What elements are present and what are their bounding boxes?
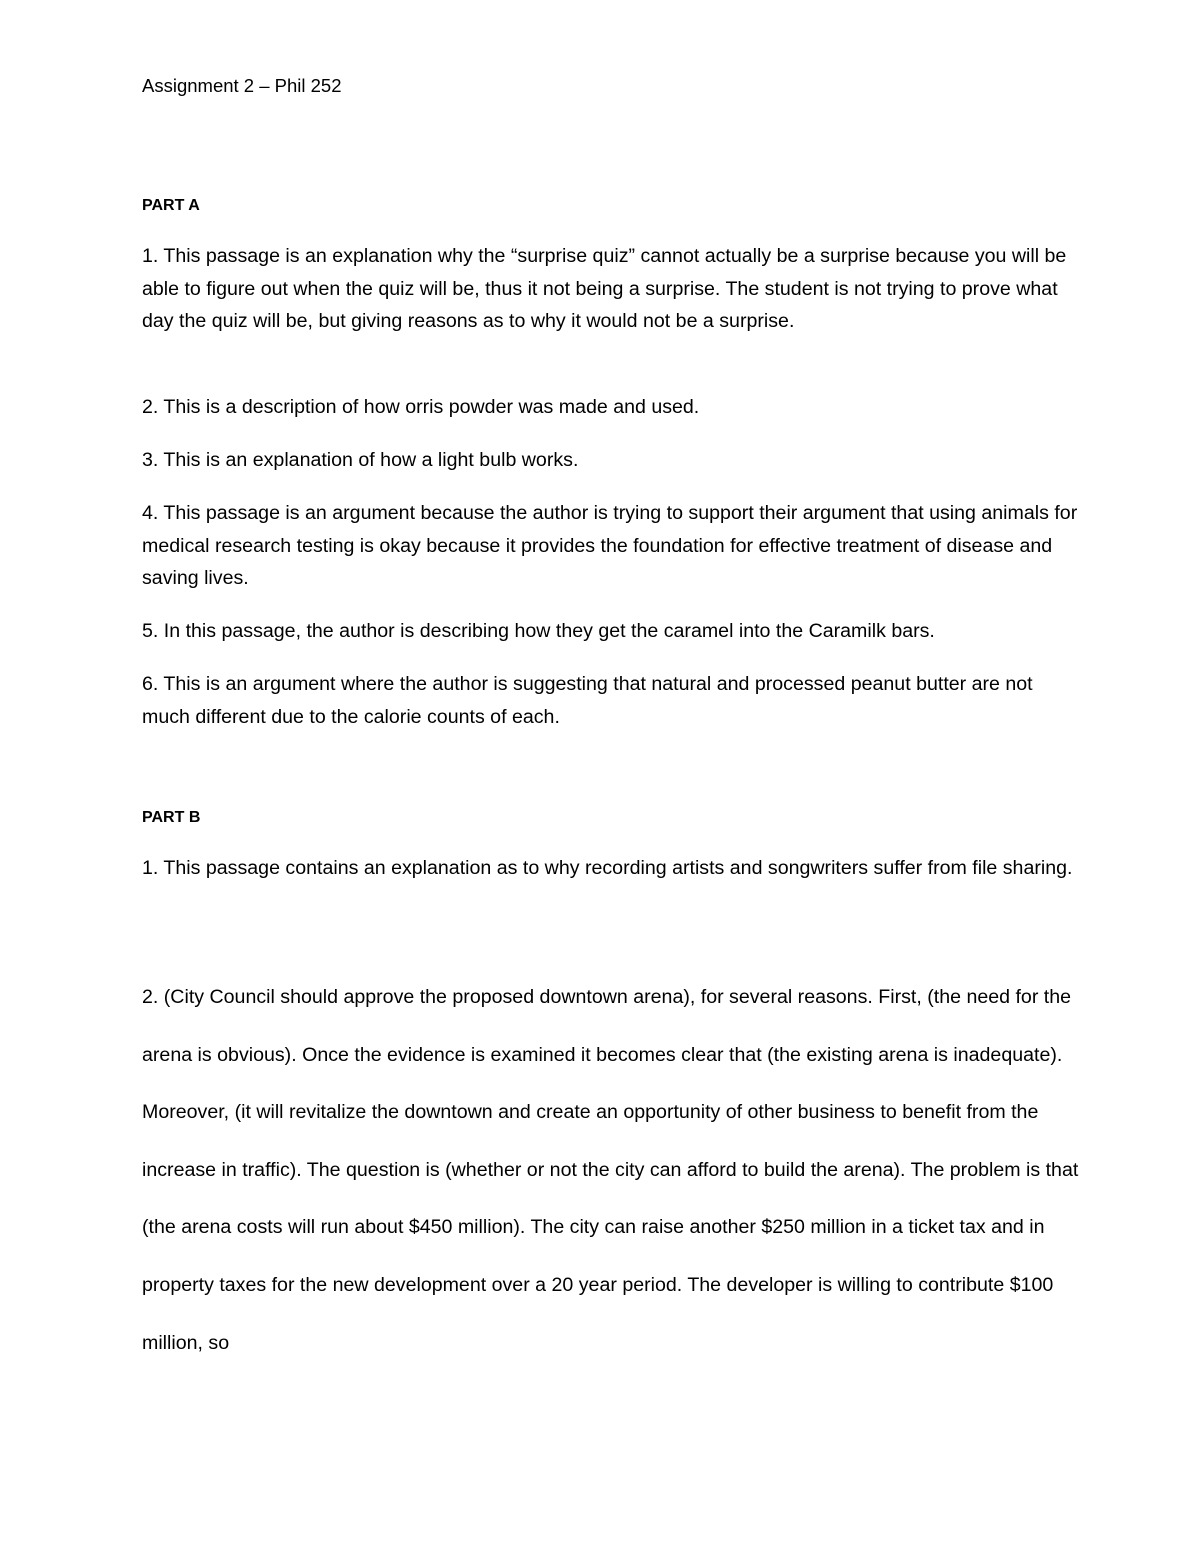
- part-a-answer-1: 1. This passage is an explanation why the “surprise quiz” cannot actually be a surprise because you will be able to figure out when the quiz will be, thus it not being a surprise. The student is not trying to prove what day the quiz will be, but giving reasons as to why it would not be a surprise.: [142, 245, 1067, 333]
- part-b-answer-2: 2. (City Council should approve the proposed downtown arena), for several reasons. First, (the need for the arena is obvious). Once the evidence is examined it becomes clear that (the existing arena is inadequate). Moreover, (it will revitalize the downtown and create an opportunity of other business to benefit from the increase in traffic). The question is (whether or not the city can afford to build the arena). The problem is that (the arena costs will run about $450 million). The city can raise another $250 million in a ticket tax and in property taxes for the new development over a 20 year period. The developer is willing to contribute $100 million, so: [142, 986, 1079, 1354]
- part-a-heading: PART A: [142, 197, 200, 214]
- part-a-answer-4: 4. This passage is an argument because the author is trying to support their argument that using animals for medical research testing is okay because it provides the foundation for effective treatment of disease and saving lives.: [142, 502, 1078, 590]
- part-a-answer-6: 6. This is an argument where the author is suggesting that natural and processed peanut butter are not much different due to the calorie counts of each.: [142, 673, 1033, 728]
- part-b-answer-1: 1. This passage contains an explanation as to why recording artists and songwriters suffer from file sharing.: [142, 857, 1073, 879]
- document-header: Assignment 2 – Phil 252: [142, 75, 342, 96]
- part-b-heading: PART B: [142, 809, 201, 826]
- part-a-answer-2: 2. This is a description of how orris powder was made and used.: [142, 396, 700, 418]
- part-a-answer-3: 3. This is an explanation of how a light bulb works.: [142, 449, 579, 471]
- part-a-answer-5: 5. In this passage, the author is describing how they get the caramel into the Caramilk bars.: [142, 620, 935, 642]
